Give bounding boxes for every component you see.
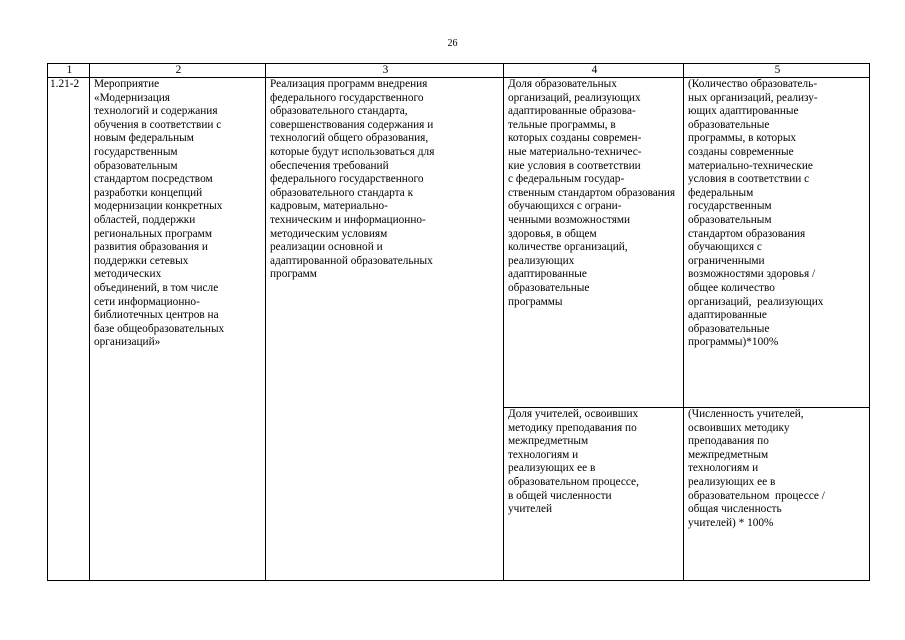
text-line: (Численность учителей, xyxy=(688,408,804,420)
text-line: разработки концепций xyxy=(94,186,203,199)
text-line: технологий и содержания xyxy=(94,105,218,118)
text-line: технологиям и xyxy=(508,448,579,461)
text-line: стандартом образования xyxy=(688,227,806,240)
text-line: учителей) * 100% xyxy=(688,516,774,529)
text-line: модернизации конкретных xyxy=(94,200,223,213)
text-line: ющих адаптированные xyxy=(688,105,799,118)
text-line: развития образования и xyxy=(94,241,208,254)
indicator-formula-text xyxy=(688,78,867,350)
text-line: сети информационно- xyxy=(94,295,200,308)
column-header-4: 4 xyxy=(504,64,684,78)
text-line: методическим условиям xyxy=(270,227,388,240)
text-line: государственным xyxy=(688,200,772,213)
text-line: организаций» xyxy=(94,336,161,349)
event-text xyxy=(94,78,263,350)
row-code-cell xyxy=(48,78,90,581)
text-line: количестве организаций, xyxy=(508,241,628,254)
text-line: техническим и информационно- xyxy=(270,213,426,226)
text-line: кие условия в соответствии xyxy=(508,159,641,172)
text-line: технологий общего образования, xyxy=(270,132,429,145)
text-line: (Количество образователь- xyxy=(688,78,818,90)
text-line: образовательные xyxy=(688,322,770,335)
description-text xyxy=(270,78,501,282)
text-line: поддержки сетевых xyxy=(94,254,189,267)
text-line: адаптированной образовательных xyxy=(270,254,433,267)
text-line: «Модернизация xyxy=(94,91,171,104)
text-line: федерального государственного xyxy=(270,173,424,186)
column-header-2: 2 xyxy=(90,64,266,78)
text-line: учителей xyxy=(508,503,553,516)
text-line: программы, в которых xyxy=(688,132,797,145)
text-line: программ xyxy=(270,268,317,281)
text-line: материально-технические xyxy=(688,159,813,172)
text-line: обучающихся с xyxy=(688,241,762,254)
text-line: преподавания по xyxy=(688,435,769,448)
text-line: освоивших методику xyxy=(688,421,790,434)
text-line: федерального государственного xyxy=(270,91,424,104)
text-line: ственным стандартом образования xyxy=(508,186,676,199)
text-line: Реализация программ внедрения xyxy=(270,78,428,90)
text-line: с федеральным государ- xyxy=(508,173,625,186)
text-line: которые будут использоваться для xyxy=(270,145,435,158)
text-line: федеральным xyxy=(688,186,754,199)
text-line: образовательном процессе / xyxy=(688,489,825,502)
text-line: ченными возможностями xyxy=(508,213,631,226)
indicator-name-text xyxy=(508,78,681,309)
text-line: реализующих ее в xyxy=(688,475,776,488)
text-line: в общей численности xyxy=(508,489,612,502)
text-line: обучения в соответствии с xyxy=(94,118,222,131)
text-line: образовательном процессе, xyxy=(508,475,639,488)
text-line: Доля образовательных xyxy=(508,78,617,90)
indicator-name-cell xyxy=(504,408,684,581)
text-line: программы xyxy=(508,295,563,308)
text-line: совершенствования содержания и xyxy=(270,118,434,131)
text-line: стандартом посредством xyxy=(94,173,213,186)
text-line: образовательного стандарта к xyxy=(270,186,414,199)
description-cell xyxy=(266,78,504,581)
indicator-table xyxy=(47,63,870,581)
text-line: возможностями здоровья / xyxy=(688,268,816,281)
text-line: образовательные xyxy=(688,118,770,131)
text-line: организаций, реализующих xyxy=(508,91,641,104)
indicator-formula-cell xyxy=(684,408,870,581)
text-line: Доля учителей, освоивших xyxy=(508,408,639,420)
table-header-row xyxy=(48,64,870,78)
text-line: межпредметным xyxy=(508,435,589,448)
text-line: ные материально-техничес- xyxy=(508,145,642,158)
text-line: образовательные xyxy=(508,281,590,294)
text-line: условия в соответствии с xyxy=(688,173,810,186)
text-line: межпредметным xyxy=(688,448,769,461)
text-line: объединений, в том числе xyxy=(94,281,219,294)
indicator-name-text xyxy=(508,408,681,517)
text-line: которых созданы современ- xyxy=(508,132,642,145)
text-line: ограниченными xyxy=(688,254,765,267)
text-line: образовательным xyxy=(688,213,772,226)
text-line: обучающихся с ограни- xyxy=(508,200,622,213)
text-line: Мероприятие xyxy=(94,78,160,90)
text-line: региональных программ xyxy=(94,227,212,240)
text-line: здоровья, в общем xyxy=(508,227,597,240)
page-number: 26 xyxy=(447,38,458,49)
event-cell xyxy=(90,78,266,581)
text-line: базе общеобразовательных xyxy=(94,322,225,335)
row-code: 1.21-2 xyxy=(50,78,80,90)
indicator-formula-text xyxy=(688,408,867,530)
text-line: технологиям и xyxy=(688,462,759,475)
text-line: образовательным xyxy=(94,159,178,172)
column-header-5: 5 xyxy=(684,64,870,78)
text-line: адаптированные образова- xyxy=(508,105,636,118)
text-line: адаптированные xyxy=(508,268,587,281)
text-line: созданы современные xyxy=(688,145,794,158)
text-line: реализующих ее в xyxy=(508,462,596,475)
text-line: образовательного стандарта, xyxy=(270,105,408,118)
text-line: организаций, реализующих xyxy=(688,295,824,308)
text-line: государственным xyxy=(94,145,178,158)
text-line: обеспечения требований xyxy=(270,159,389,172)
text-line: адаптированные xyxy=(688,309,767,322)
text-line: областей, поддержки xyxy=(94,213,196,226)
text-line: библиотечных центров на xyxy=(94,309,219,322)
text-line: кадровым, материально- xyxy=(270,200,388,213)
text-line: ных организаций, реализу- xyxy=(688,91,818,104)
text-line: методику преподавания по xyxy=(508,421,637,434)
text-line: общая численность xyxy=(688,503,782,516)
text-line: общее количество xyxy=(688,281,775,294)
text-line: тельные программы, в xyxy=(508,118,616,131)
indicator-formula-cell xyxy=(684,78,870,408)
indicator-name-cell xyxy=(504,78,684,408)
text-line: методических xyxy=(94,268,162,281)
column-header-1: 1 xyxy=(48,64,90,78)
text-line: реализации основной и xyxy=(270,241,383,254)
text-line: программы)*100% xyxy=(688,336,779,349)
text-line: новым федеральным xyxy=(94,132,194,145)
table-row xyxy=(48,78,870,408)
column-header-3: 3 xyxy=(266,64,504,78)
text-line: реализующих xyxy=(508,254,575,267)
